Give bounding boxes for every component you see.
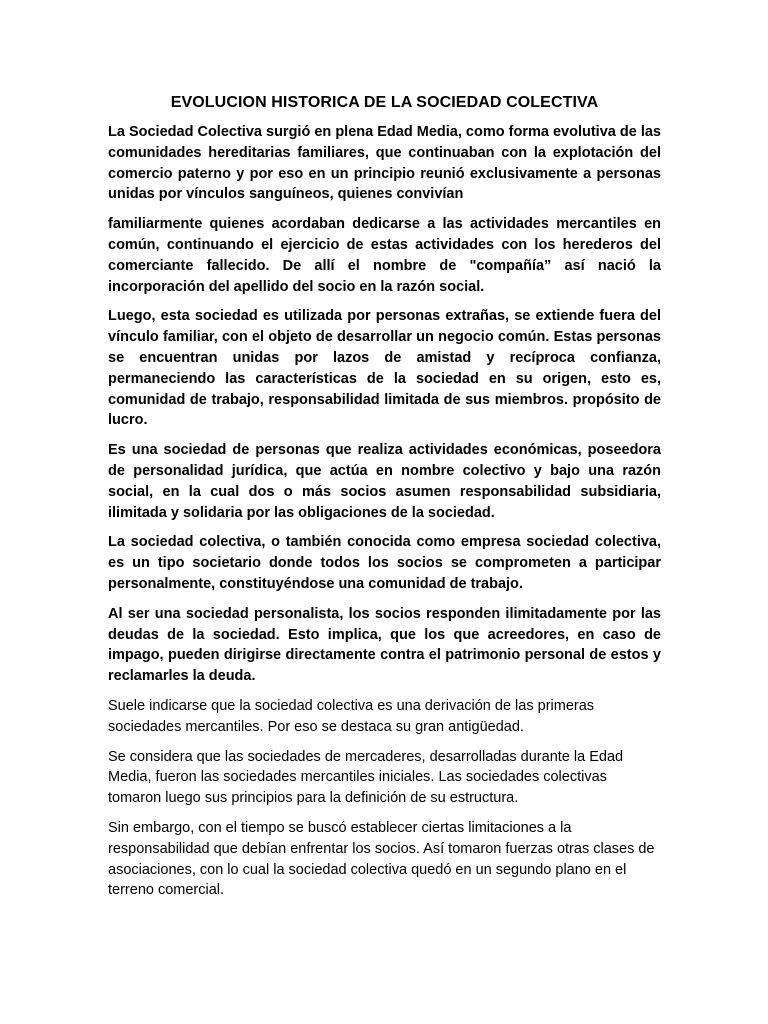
paragraph-unlimited-liability: Al ser una sociedad personalista, los socios responden ilimitadamente por las deudas de la sociedad. Esto implica, que los que acreedores, en caso de impago, pueden dirigirse directamente contra el patrimonio personal de estos y reclamarles la deuda. (108, 605, 661, 685)
paragraph-societary-type: La sociedad colectiva, o también conocida como empresa sociedad colectiva, es un tipo societario donde todos los socios se comprometen a participar personalmente, constituyéndose una comunidad de trabajo. (108, 534, 661, 592)
paragraph-origin-edad-media: La Sociedad Colectiva surgió en plena Edad Media, como forma evolutiva de las comunidades hereditarias familiares, que continuaban con la explotación del comercio paterno y por eso en un principio reunió exclusivamente a personas unidas por vínculos sanguíneos, quienes convivían (108, 124, 661, 203)
paragraph-compania-name: familiarmente quienes acordaban dedicarse a las actividades mercantiles en común, continuando el ejercicio de estas actividades con los herederos del comerciante fallecido. De allí el nombre de "compañía” así nació la incorporación del apellido del socio en la razón social. (108, 216, 661, 295)
paragraph-limitations: Sin embargo, con el tiempo se buscó establecer ciertas limitaciones a la responsabilidad que debían enfrentar los socios. Así tomaron fuerzas otras clases de asociaciones, con lo cual la sociedad colectiva quedó en un segundo plano en el terreno comercial. (108, 819, 655, 899)
paragraph-derivation: Suele indicarse que la sociedad colectiva es una derivación de las primeras sociedades mercantiles. Por eso se destaca su gran antigüedad. (108, 697, 595, 735)
document-title: EVOLUCION HISTORICA DE LA SOCIEDAD COLECTIVA (170, 94, 599, 111)
document-page (108, 92, 661, 910)
paragraph-definition: Es una sociedad de personas que realiza actividades económicas, poseedora de personalidad jurídica, que actúa en nombre colectivo y bajo una razón social, en la cual dos o más socios asumen responsabilidad subsidiaria, ilimitada y solidaria por las obligaciones de la sociedad. (108, 442, 661, 521)
paragraph-merchant-societies: Se considera que las sociedades de mercaderes, desarrolladas durante la Edad Media, fueron las sociedades mercantiles iniciales. Las sociedades colectivas tomaron luego sus principios para la definición de su estructura. (108, 748, 624, 807)
paragraph-outside-family: Luego, esta sociedad es utilizada por personas extrañas, se extiende fuera del vínculo familiar, con el objeto de desarrollar un negocio común. Estas personas se encuentran unidas por lazos de amistad y recíproca confianza, permaneciendo las características de la sociedad en su origen, esto es, comunidad de trabajo, responsabilidad limitada de sus miembros. propósito de lucro. (108, 308, 661, 429)
